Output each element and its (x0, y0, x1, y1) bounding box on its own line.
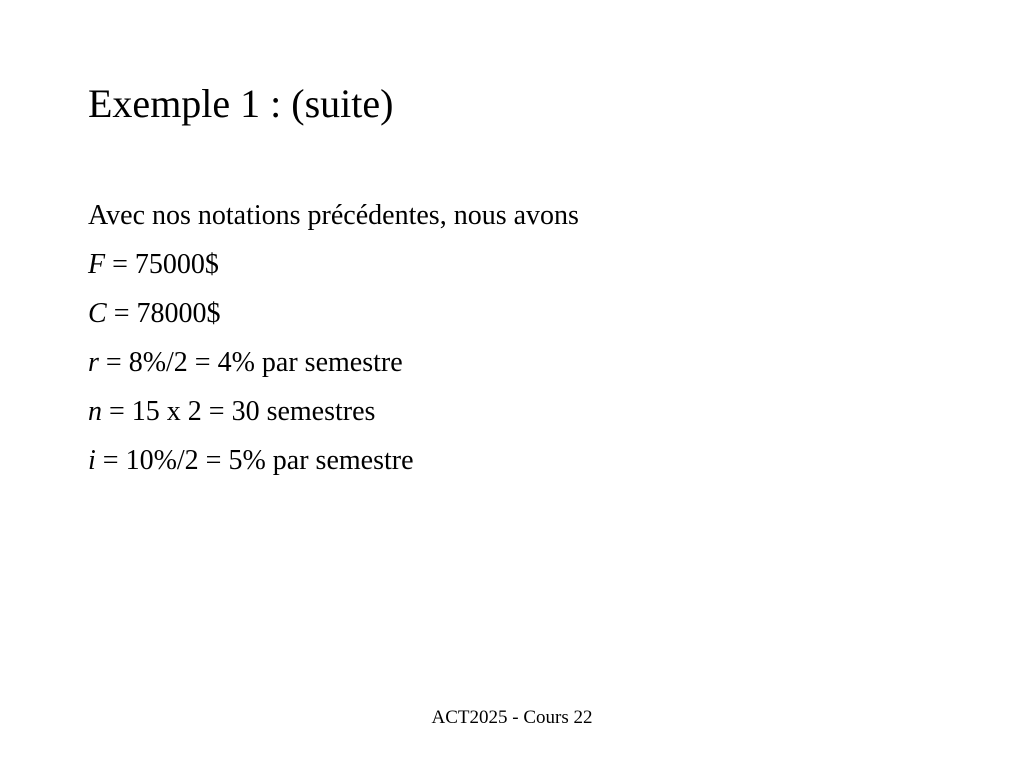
definition-text: = 10%/2 = 5% par semestre (95, 445, 414, 476)
definition-line-c (88, 294, 579, 343)
definition-text: = 15 x 2 = 30 semestres (102, 396, 376, 427)
variable-symbol: C (88, 298, 107, 329)
definition-text: = 75000$ (105, 249, 219, 280)
slide-body (88, 196, 579, 490)
definition-line-n (88, 392, 579, 441)
variable-symbol: i (88, 445, 96, 476)
definition-line-r (88, 343, 579, 392)
definition-text: = 8%/2 = 4% par semestre (98, 347, 403, 378)
slide-footer: ACT2025 - Cours 22 (431, 707, 593, 728)
slide-title: Exemple 1 : (suite) (88, 81, 394, 126)
definition-line-f (88, 245, 579, 294)
variable-symbol: F (88, 249, 106, 280)
variable-symbol: n (88, 396, 102, 427)
variable-symbol: r (88, 347, 99, 378)
intro-line: Avec nos notations précédentes, nous avons (88, 200, 579, 231)
definition-line-i (88, 441, 579, 490)
definition-text: = 78000$ (106, 298, 221, 329)
